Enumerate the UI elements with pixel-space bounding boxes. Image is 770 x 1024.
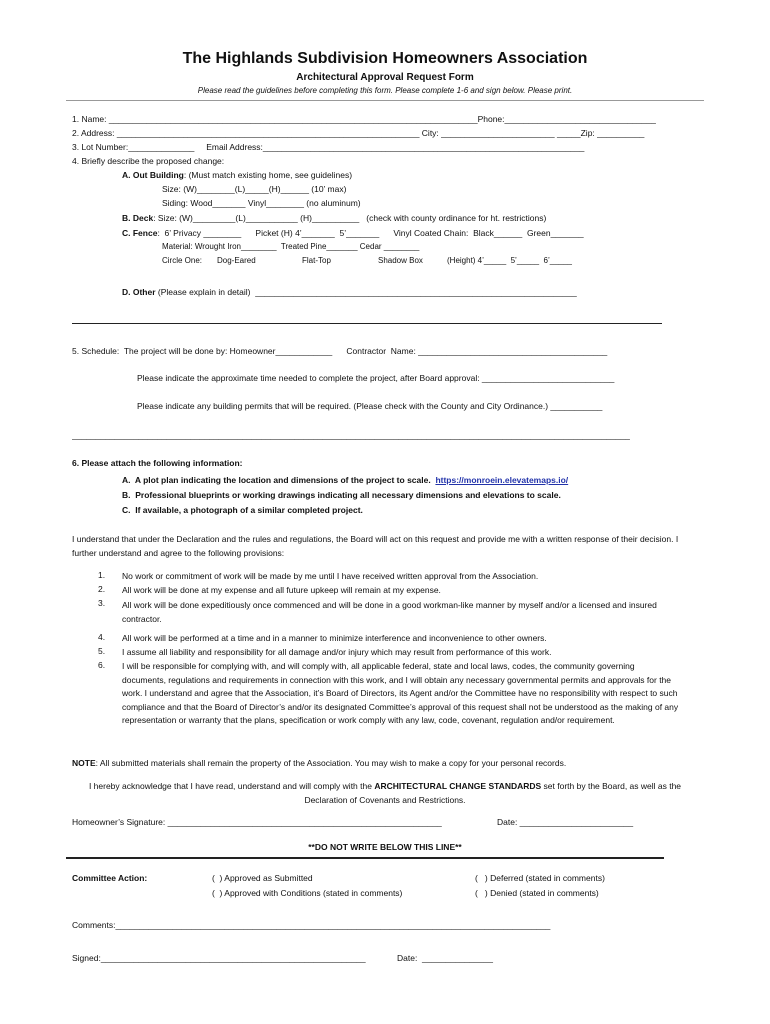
elevatemaps-link[interactable]: https://monroein.elevatemaps.io/ <box>435 475 569 485</box>
provision-num: 1. <box>98 570 106 580</box>
provision-num: 4. <box>98 632 106 642</box>
deck-label: B. Deck <box>122 213 154 223</box>
form-instructions: Please read the guidelines before completing this form. Please complete 1-6 and sign below. Please print. <box>197 86 573 95</box>
agreement-intro: I understand that under the Declaration and the rules and regulations, the Board will act on this request and provide me with a written response of their decision. I further understand and agree to the following provisions: <box>72 534 679 558</box>
outbuilding-line <box>122 170 352 180</box>
office-divider <box>66 857 664 859</box>
fence-fields[interactable]: : 6’ Privacy ________ Picket (H) 4’_______ 5’_______ Vinyl Coated Chain: Black______ Green_______ <box>157 228 584 238</box>
acknowledge-standards: ARCHITECTURAL CHANGE STANDARDS <box>374 781 542 791</box>
other-field[interactable]: (Please explain in detail) ____________________________________________________________________ <box>155 287 577 297</box>
note-text: : All submitted materials shall remain the property of the Association. You may wish to make a copy for your personal records. <box>95 758 567 768</box>
provision-num: 6. <box>98 660 106 670</box>
attach-item-b: B. Professional blueprints or working drawings indicating all necessary dimensions and elevations to scale. <box>122 490 561 500</box>
attach-item-a <box>122 475 568 485</box>
acknowledge-text-end: set forth by the Board, as well as the Declaration of Covenants and Restrictions. <box>304 781 682 805</box>
change-prompt: 4. Briefly describe the proposed change: <box>72 156 225 166</box>
attach-heading: 6. Please attach the following information: <box>72 458 243 468</box>
provision-text: All work will be done at my expense and all future upkeep will remain at my expense. <box>122 585 441 595</box>
time-needed-field[interactable]: Please indicate the approximate time needed to complete the project, after Board approval: ____________________________ <box>137 373 615 383</box>
deck-line[interactable] <box>122 213 546 223</box>
attach-item-c: C. If available, a photograph of a similar completed project. <box>122 505 363 515</box>
fence-line[interactable] <box>122 228 584 238</box>
acknowledgement <box>80 779 690 807</box>
signed-field[interactable]: Signed:________________________________________________________ <box>72 953 366 963</box>
provision-text: I will be responsible for complying with, and will comply with, all applicable federal, state and local laws, codes, the community governing documents, regulations and requirements in connection with this work, and I will obtain any necessary governmental permits and approvals for the work. I understand and agree that the Association, it’s Board of Directors, its Agent and/or the Committee have no responsibility with respect to such compliance and that the Board of Director’s and/or its designated Committee’s approval of this request shall not be understood as the making of any representation or warranty that the plans, specification or work comply with any law, code, covenant, regulation and/or requirement. <box>122 661 679 726</box>
provision-num: 2. <box>98 584 106 594</box>
denied-option[interactable]: ( ) Denied (stated in comments) <box>475 888 599 898</box>
fence-style-circle-label: Circle One: <box>162 256 203 265</box>
note-label: NOTE <box>72 758 96 768</box>
permits-blank-line[interactable]: ______________________________________________________________________________________________________________________ <box>72 430 630 440</box>
signature-date-field[interactable]: Date: ________________________ <box>497 817 634 827</box>
provision-num: 3. <box>98 598 106 608</box>
fence-label: C. Fence <box>122 228 158 238</box>
do-not-write-banner: **DO NOT WRITE BELOW THIS LINE** <box>308 842 462 852</box>
outbuilding-note: : (Must match existing home, see guidelines) <box>183 170 353 180</box>
other-label: D. Other <box>122 287 156 297</box>
page-title: The Highlands Subdivision Homeowners Association <box>182 50 588 67</box>
fence-style-shadow-box[interactable]: Shadow Box <box>378 256 423 265</box>
header-divider <box>66 100 704 101</box>
permits-field[interactable]: Please indicate any building permits that will be required. (Please check with the County and City Ordinance.) ___________ <box>137 401 603 411</box>
outbuilding-size-field[interactable]: Size: (W)________(L)_____(H)______ (10’ max) <box>162 184 347 194</box>
note-line <box>72 758 712 768</box>
name-field[interactable]: 1. Name: ______________________________________________________________________________Phone:________________________________ <box>72 114 656 124</box>
homeowner-signature-field[interactable]: Homeowner’s Signature: __________________________________________________________ <box>72 817 442 827</box>
acknowledge-text: I hereby acknowledge that I have read, understand and will comply with the <box>88 781 375 791</box>
provision-text: No work or commitment of work will be made by me until I have received written approval from the Association. <box>122 571 539 581</box>
form-subtitle: Architectural Approval Request Form <box>296 72 474 83</box>
provision-text: All work will be done expeditiously once commenced and will be done in a good workman-like manner by myself and/or a licensed and insured contractor. <box>122 600 657 624</box>
schedule-line[interactable]: 5. Schedule: The project will be done by: Homeowner____________ Contractor Name: ________________________________________ <box>72 346 608 356</box>
fence-material-field[interactable]: Material: Wrought Iron________ Treated Pine_______ Cedar ________ <box>162 242 420 251</box>
outbuilding-siding-field[interactable]: Siding: Wood_______ Vinyl________ (no aluminum) <box>162 198 361 208</box>
deferred-option[interactable]: ( ) Deferred (stated in comments) <box>475 873 605 883</box>
office-date-field[interactable]: Date: _______________ <box>397 953 493 963</box>
other-continuation-line[interactable] <box>72 323 662 324</box>
approved-option[interactable]: ( ) Approved as Submitted <box>212 873 313 883</box>
provision-text: All work will be performed at a time and in a manner to minimize interference and inconvenience to other owners. <box>122 633 547 643</box>
comments-field[interactable]: Comments:____________________________________________________________________________________________ <box>72 920 551 930</box>
other-line[interactable] <box>122 287 577 297</box>
provision-text: I assume all liability and responsibility for all damage and/or injury which may result from performance of this work. <box>122 647 552 657</box>
fence-style-flat-top[interactable]: Flat-Top <box>302 256 331 265</box>
fence-height-field[interactable]: (Height) 4’_____ 5’_____ 6’_____ <box>447 256 572 265</box>
address-field[interactable]: 2. Address: ________________________________________________________________ City: ________________________ _____Zip: __________ <box>72 128 645 138</box>
approved-conditions-option[interactable]: ( ) Approved with Conditions (stated in comments) <box>212 888 403 898</box>
fence-style-dog-eared[interactable]: Dog-Eared <box>217 256 256 265</box>
provision-num: 5. <box>98 646 106 656</box>
deck-fields[interactable]: : Size: (W)_________(L)___________ (H)__________ (check with county ordinance for ht. restrictions) <box>153 213 547 223</box>
lot-email-field[interactable]: 3. Lot Number:______________ Email Address:____________________________________________________________________ <box>72 142 585 152</box>
outbuilding-label: A. Out Building <box>122 170 184 180</box>
attach-item-a-text: A. A plot plan indicating the location and dimensions of the project to scale. <box>122 475 431 485</box>
committee-action-label: Committee Action: <box>72 873 148 883</box>
